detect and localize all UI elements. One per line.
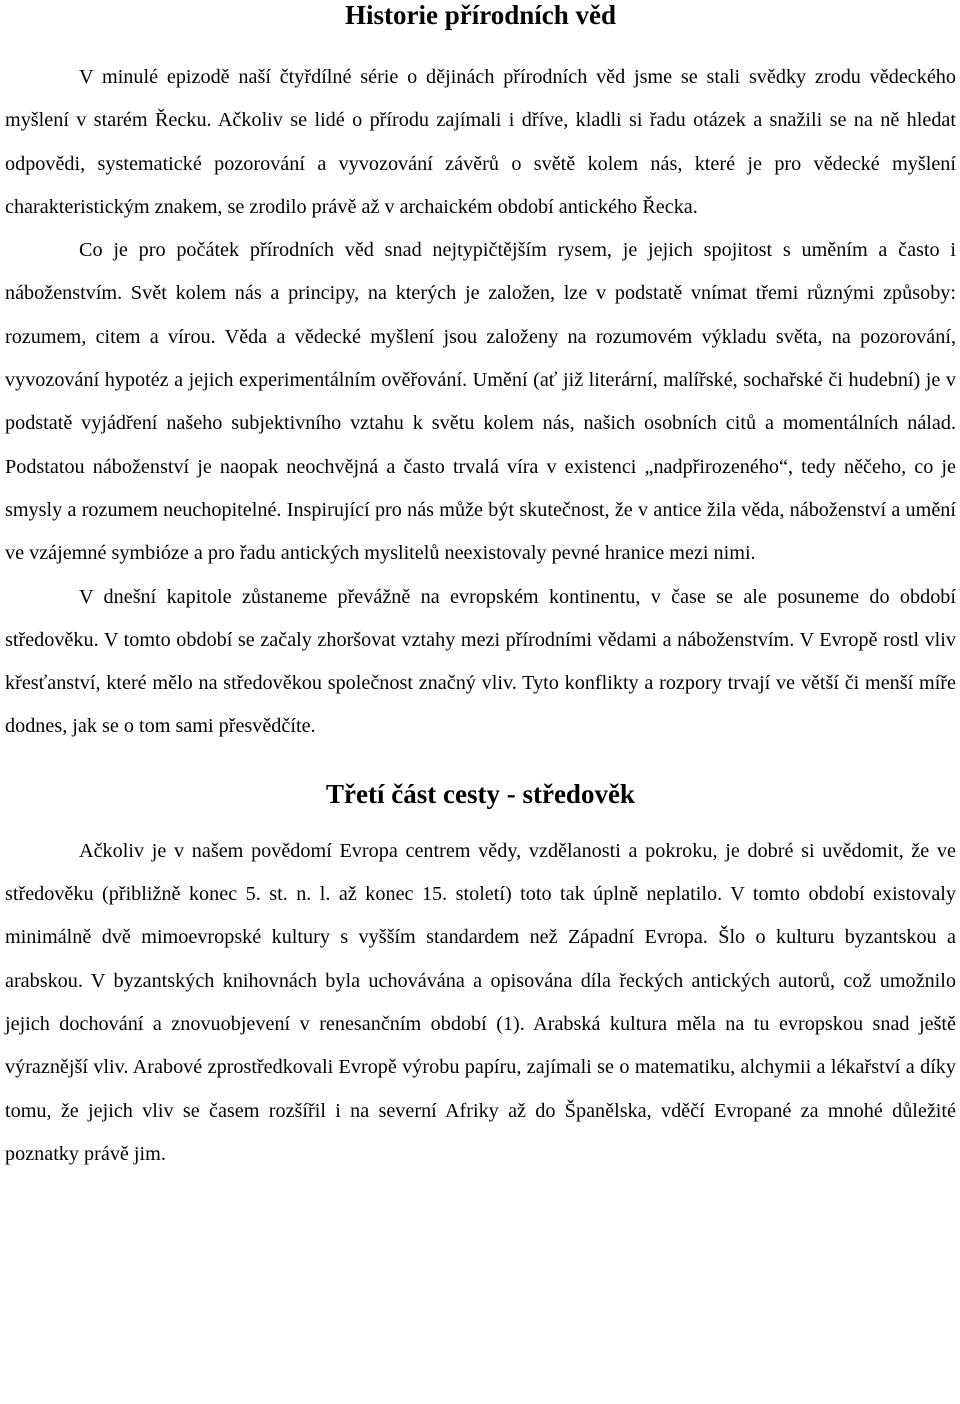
intro-paragraph-2: Co je pro počátek přírodních věd snad nejtypičtějším rysem, je jejich spojitost s uměním a často i náboženstvím. Svět kolem nás a principy, na kterých je založen, lze v podstatě vnímat třemi různými způsoby: rozumem, citem a vírou. Věda a vědecké myšlení jsou založeny na rozumovém výkladu světa, na pozorování, vyvozování hypotéz a jejich experimentálním ověřování. Umění (ať již literární, malířské, sochařské či hudební) je v podstatě vyjádření našeho subjektivního vztahu k světu kolem nás, našich osobních citů a momentálních nálad. Podstatou náboženství je naopak neochvějná a často trvalá víra v existenci „nadpřirozeného“, tedy něčeho, co je smysly a rozumem neuchopitelné. Inspirující pro nás může být skutečnost, že v antice žila věda, náboženství a umění ve vzájemné symbióze a pro řadu antických myslitelů neexistovaly pevné hranice mezi nimi. (5, 239, 956, 565)
document-title: Historie přírodních věd (344, 0, 616, 30)
intro-paragraph-3: V dnešní kapitole zůstaneme převážně na evropském kontinentu, v čase se ale posuneme do období středověku. V tomto období se začaly zhoršovat vztahy mezi přírodními vědami a náboženstvím. V Evropě rostl vliv křesťanství, které mělo na středověkou společnost značný vliv. Tyto konflikty a rozpory trvají ve větší či menší míře dodnes, jak se o tom sami přesvědčíte. (5, 585, 956, 738)
intro-paragraph-1: V minulé epizodě naší čtyřdílné série o dějinách přírodních věd jsme se stali svědky zrodu vědeckého myšlení v starém Řecku. Ačkoliv se lidé o přírodu zajímali i dříve, kladli si řadu otázek a snažili se na ně hledat odpovědi, systematické pozorování a vyvozování závěrů o světě kolem nás, které je pro vědecké myšlení charakteristickým znakem, se zrodilo právě až v archaickém období antického Řecka. (5, 66, 956, 218)
section-heading: Třetí část cesty - středověk (326, 778, 635, 809)
section-paragraph-1: Ačkoliv je v našem povědomí Evropa centrem vědy, vzdělanosti a pokroku, je dobré si uvědomit, že ve středověku (přibližně konec 5. st. n. l. až konec 15. století) toto tak úplně neplatilo. V tomto období existovaly minimálně dvě mimoevropské kultury s vyšším standardem než Západní Evropa. Šlo o kulturu byzantskou a arabskou. V byzantských knihovnách byla uchovávána a opisována díla řeckých antických autorů, což umožnilo jejich dochování a znovuobjevení v renesančním období (1). Arabská kultura měla na tu evropskou snad ještě výraznější vliv. Arabové zprostředkovali Evropě výrobu papíru, zajímali se o matematiku, alchymii a lékařství a díky tomu, že jejich vliv se časem rozšířil i na severní Afriky až do Španělska, vděčí Evropané za mnohé důležité poznatky právě jim. (5, 839, 956, 1165)
document-page (5, 0, 956, 1176)
